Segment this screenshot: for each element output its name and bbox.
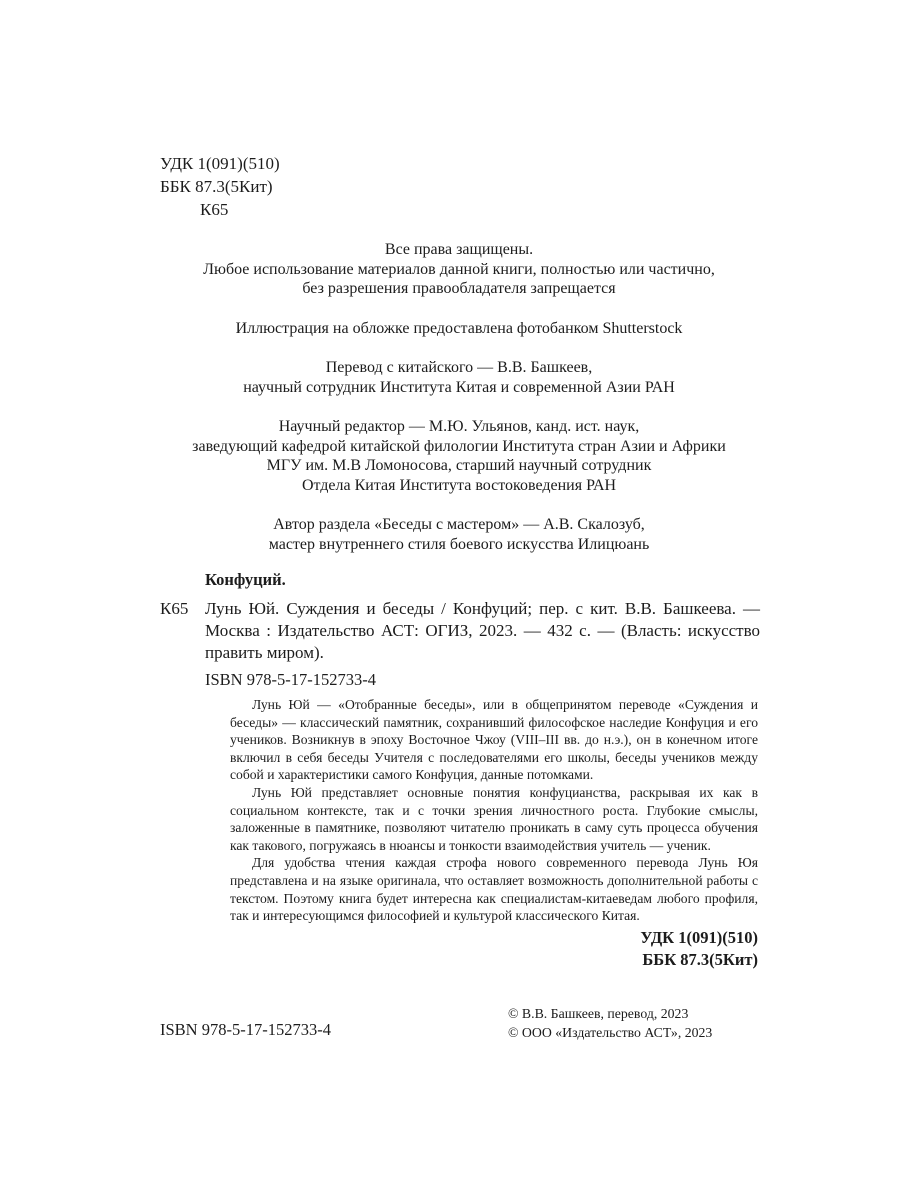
annotation [230, 696, 758, 925]
classification-block [160, 152, 280, 221]
translator-credit [150, 358, 768, 397]
record-author: Конфуций. [205, 570, 286, 589]
footer-isbn: ISBN 978-5-17-152733-4 [160, 1020, 331, 1039]
record-isbn: ISBN 978-5-17-152733-4 [205, 670, 376, 689]
editor-line: Отдела Китая Института востоковедения РАН [301, 476, 617, 494]
copyright-publisher: © ООО «Издательство АСТ», 2023 [508, 1025, 713, 1040]
annotation-paragraph: Для удобства чтения каждая строфа нового современного перевода Лунь Юя представлена и на языке оригинала, что оставляет возможность дополнительной работы с текстом. Поэтому книга будет интересна как специалистам-китаеведам любого профиля, так и интересующимся философией и культурой классического Китая. [230, 855, 758, 924]
record-entry [160, 598, 760, 664]
author-sign: К65 [200, 200, 229, 219]
rights-line: Все права защищены. [384, 241, 534, 258]
annotation-paragraph: Лунь Юй — «Отобранные беседы», или в общепринятом переводе «Суждения и беседы» — классический памятник, сохранивший философское наследие Конфуция и его учеников. Возникнув в эпоху Восточное Чжоу (VIII–III вв. до н.э.), он в конечном итоге включил в себя беседы Учителя с последователями его школы, беседы учеников между собой и характеристики самого Конфуция, данные потомками. [230, 697, 758, 783]
section-author-line: мастер внутреннего стиля боевого искусства Илицюань [268, 535, 650, 553]
translator-line: научный сотрудник Института Китая и современной Азии РАН [243, 378, 675, 396]
editor-line: МГУ им. М.В Ломоносова, старший научный сотрудник [266, 457, 652, 474]
rights-line: Любое использование материалов данной книги, полностью или частично, [203, 260, 715, 278]
bibliographic-record [160, 570, 760, 971]
rights-line: без разрешения правообладателя запрещается [302, 280, 616, 297]
credits-block [150, 240, 768, 574]
copyright-block [508, 1004, 712, 1042]
copyright-translation: © В.В. Башкеев, перевод, 2023 [508, 1006, 689, 1021]
illustration-line: Иллюстрация на обложке предоставлена фотобанком Shutterstock [235, 319, 683, 337]
rights-notice [150, 240, 768, 299]
section-author-line: Автор раздела «Беседы с мастером» — А.В. Скалозуб, [273, 516, 645, 533]
record-code: К65 [160, 599, 189, 618]
record-udk: УДК 1(091)(510) [640, 927, 758, 947]
editor-line: Научный редактор — М.Ю. Ульянов, канд. ист. наук, [278, 418, 640, 435]
bbk-code: ББК 87.3(5Кит) [160, 177, 273, 196]
illustration-credit [150, 319, 768, 339]
translator-line: Перевод с китайского — В.В. Башкеев, [325, 359, 593, 376]
editor-credit [150, 417, 768, 495]
editor-line: заведующий кафедрой китайской филологии Института стран Азии и Африки [192, 437, 726, 455]
record-bbk: ББК 87.3(5Кит) [642, 949, 758, 969]
record-classification [160, 927, 758, 971]
annotation-paragraph: Лунь Юй представляет основные понятия конфуцианства, раскрывая их как в социальном контексте, так и с точки зрения личностного роста. Глубокие смыслы, заложенные в памятнике, позволяют читателю проникать в саму суть процесса обучения как такового, погружаясь в нюансы и тонкости взаимодействия учитель — ученик. [230, 784, 758, 853]
section-author-credit [150, 515, 768, 554]
record-description: Лунь Юй. Суждения и беседы / Конфуций; пер. с кит. В.В. Башкеева. — Москва : Издательство АСТ: ОГИЗ, 2023. — 432 с. — (Власть: искусство править миром). [205, 599, 760, 662]
udk-code: УДК 1(091)(510) [160, 154, 280, 173]
